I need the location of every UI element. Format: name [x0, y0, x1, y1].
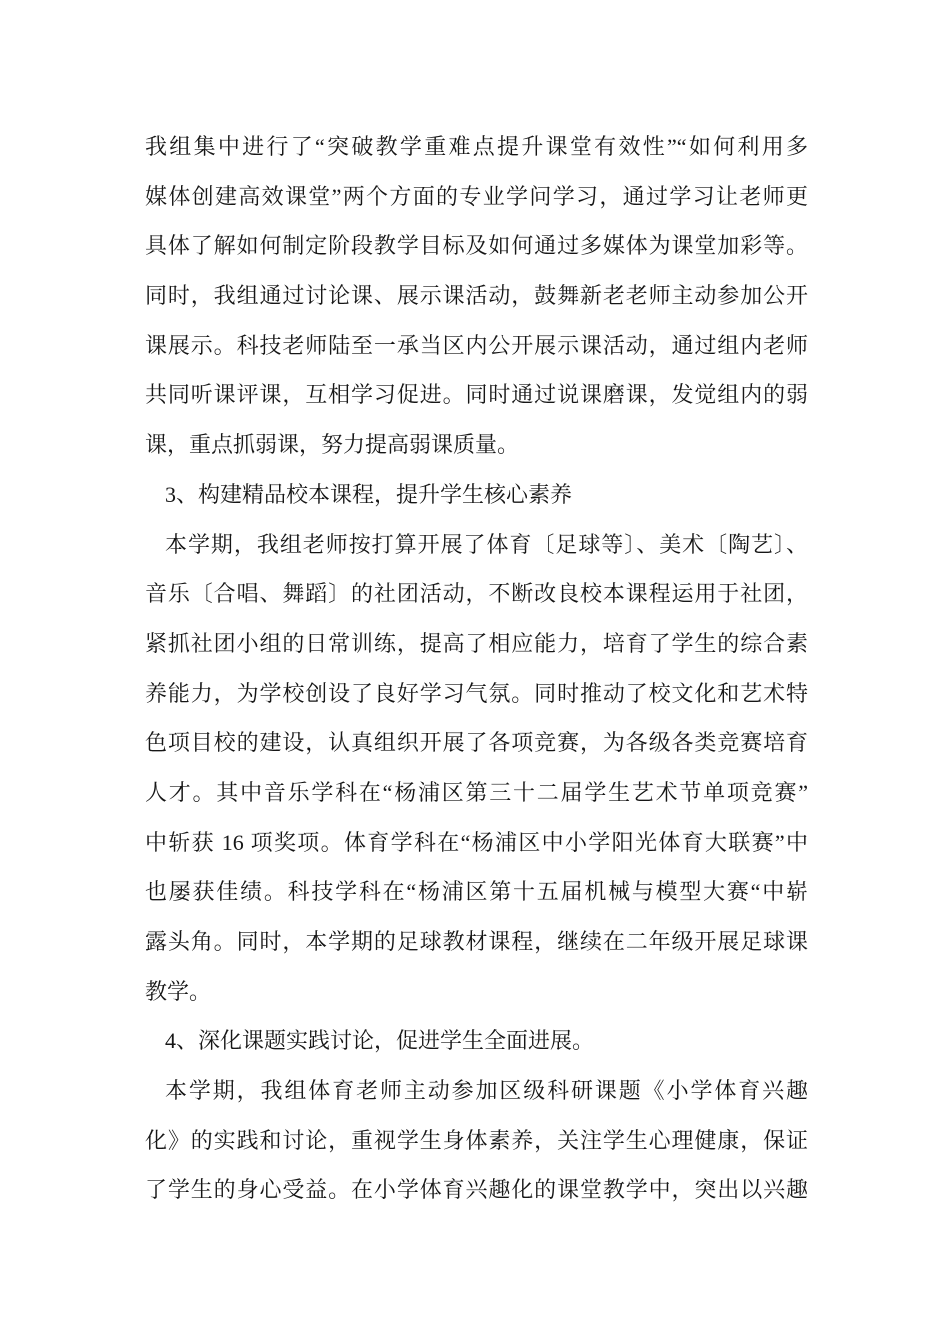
text-line: 教学。	[145, 978, 212, 1004]
text-line: 露头角。同时，本学期的足球教材课程，继续在二年级开展足球课	[145, 929, 808, 954]
text-line: 紧抓社团小组的日常训练，提高了相应能力，培育了学生的综合素	[145, 630, 808, 656]
text-line: 了学生的身心受益。在小学体育兴趣化的课堂教学中，突出以兴趣	[145, 1177, 808, 1203]
text-line: 媒体创建高效课堂”两个方面的专业学问学习，通过学习让老师更	[145, 183, 808, 209]
text-line: 我组集中进行了“突破教学重难点提升课堂有效性”“如何利用多	[145, 134, 808, 159]
text-line: 人才。其中音乐学科在“杨浦区第三十二届学生艺术节单项竞赛”	[145, 779, 808, 805]
text-line: 音乐〔合唱、舞蹈〕的社团活动，不断改良校本课程运用于社团，	[145, 581, 808, 607]
heading-line: 3、构建精品校本课程，提升学生核心素养	[165, 481, 573, 507]
text-line: 本学期，我组体育老师主动参加区级科研课题《小学体育兴趣	[165, 1078, 808, 1104]
text-line: 课展示。科技老师陆至一承当区内公开展示课活动，通过组内老师	[145, 332, 808, 358]
text-line: 也屡获佳绩。科技学科在“杨浦区第十五届机械与模型大赛“中崭	[145, 879, 808, 905]
heading-line: 4、深化课题实践讨论，促进学生全面进展。	[165, 1028, 595, 1054]
text-line: 共同听课评课，互相学习促进。同时通过说课磨课，发觉组内的弱	[145, 382, 808, 408]
text-line: 养能力，为学校创设了良好学习气氛。同时推动了校文化和艺术特	[145, 680, 808, 706]
text-block	[145, 122, 808, 1215]
text-line: 中斩获 16 项奖项。体育学科在“杨浦区中小学阳光体育大联赛”中	[145, 829, 808, 855]
text-line: 课，重点抓弱课，努力提高弱课质量。	[145, 432, 520, 458]
text-line: 化》的实践和讨论，重视学生身体素养，关注学生心理健康，保证	[145, 1127, 808, 1153]
text-line: 本学期，我组老师按打算开展了体育〔足球等〕、美术〔陶艺〕、	[165, 531, 808, 557]
text-line: 色项目校的建设，认真组织开展了各项竞赛，为各级各类竞赛培育	[145, 730, 808, 756]
text-line: 同时，我组通过讨论课、展示课活动，鼓舞新老老师主动参加公开	[145, 283, 808, 309]
text-line: 具体了解如何制定阶段教学目标及如何通过多媒体为课堂加彩等。	[145, 233, 808, 259]
